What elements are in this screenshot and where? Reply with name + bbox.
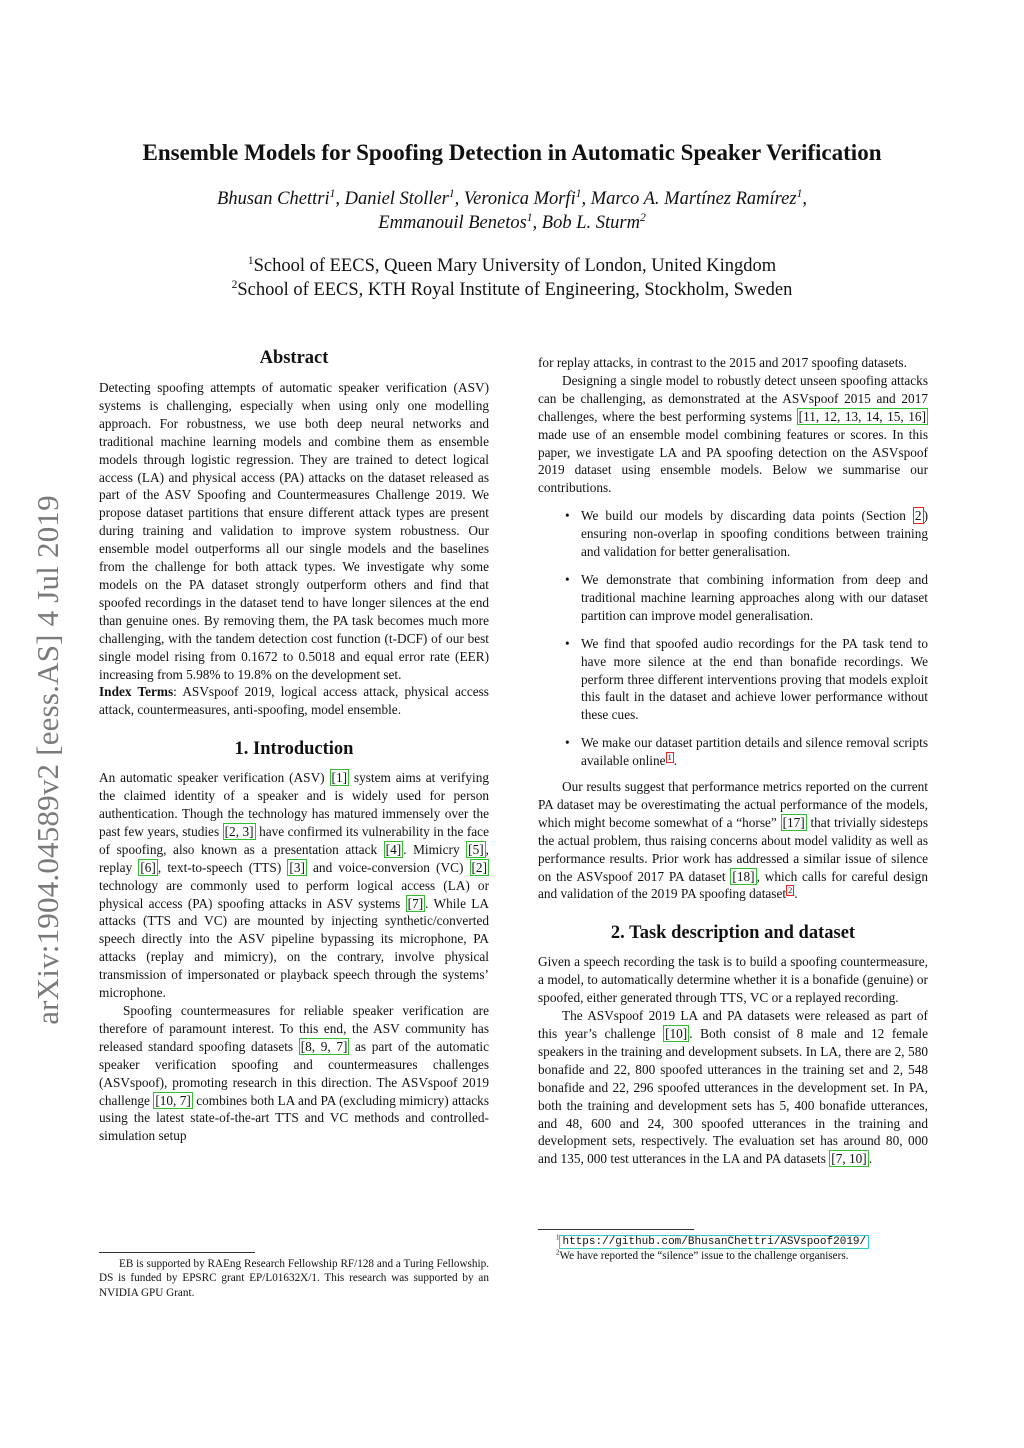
footnote-rule <box>538 1229 694 1230</box>
citation-link[interactable]: [7] <box>407 895 424 911</box>
footnote-1: $^1$ https://github.com/BhusanChettri/ASVspoof2019/ <box>538 1234 928 1249</box>
right-column <box>538 354 928 1168</box>
contribution-list <box>538 507 928 770</box>
section-link[interactable]: 2 <box>914 508 922 524</box>
footnote-link[interactable]: 2 <box>788 886 793 896</box>
github-link[interactable]: https://github.com/BhusanChettri/ASVspoof2019/ <box>559 1235 869 1249</box>
section-2-heading: 2. Task description and dataset <box>610 923 856 944</box>
task-paragraph: Given a speech recording the task is to build a spoofing countermeasure, a model, to automatically determine whether it is a bonafide (genuine) or spoofed, either generated through TTS, VC or a replayed recording. <box>538 954 928 1006</box>
citation-link[interactable]: [2] <box>471 859 488 875</box>
affiliation: $^2$School of EECS, KTH Royal Institute of Engineering, Stockholm, Sweden <box>231 278 793 300</box>
contribution-item: • We build our models by discarding data points (Section 2 ) ensuring non-overlap in spoofing conditions between training and validation for better generalisation. <box>538 507 928 561</box>
intro-paragraph-2: Spoofing countermeasures for reliable speaker verification are therefore of paramount interest. To this end, the ASV community has released standard spoofing datasets [8, 9, 7] as part of the automatic speaker verification spoofing and countermeasures challenges (ASVspoof), promoting research in this direction. The ASVspoof 2019 challenge [10, 7] combines both LA and PA (excluding mimicry) attacks using the latest state-of-the-art TTS and VC methods and controlled-simulation setup <box>99 1003 490 1144</box>
author: Veronica Morfi <box>463 189 576 209</box>
index-terms <box>99 683 489 719</box>
author-list: Bhusan Chettri$^1$, Daniel Stoller$^1$, Veronica Morfi$^1$, Marco A. Martínez Ramírez$^1$, Emmanouil Benetos$^1$, Bob L. Sturm$^2$ <box>217 187 807 233</box>
citation-link[interactable]: [5] <box>468 841 484 857</box>
abstract-heading: Abstract <box>259 348 329 368</box>
intro-paragraph-1: An automatic speaker verification (ASV) [1] system aims at verifying the claimed identity of a speaker and is widely used for person authentication. Though the technology has matured immensely over the past few years, studies [2, 3] have confirmed its vulnerability in the face of spoofing, also known as a presentation attack [4] . Mimicry [5] , replay [6] , text-to-speech (TTS) [3] and voice-conversion (VC) [2] technology are commonly used to perform logical access (LA) or physical access (PA) spoofing attacks in ASV systems [7] . While LA attacks (TTS and VC) are mounted by injecting synthetic/converted speech directly into the ASV pipeline bypassing its microphone, PA attacks (replay and mimicry), on the contrary, involve physical transmission of impersonated or playback speech through the systems’ microphone. <box>99 770 490 1001</box>
citation-link[interactable]: [6] <box>140 859 156 875</box>
footnote-2: $^2$We have reported the “silence” issue to the challenge organisers. <box>556 1249 849 1263</box>
citation-link[interactable]: [17] <box>782 814 805 830</box>
left-column <box>99 346 489 1145</box>
citation-link[interactable]: [18] <box>732 868 755 884</box>
citation-link[interactable]: [8, 9, 7] <box>300 1038 348 1054</box>
author: Emmanouil Benetos <box>378 213 527 233</box>
footnote-rule <box>99 1252 255 1253</box>
author: Marco A. Martínez Ramírez <box>590 189 797 209</box>
contribution-item: • We make our dataset partition details and silence removal scripts available online $^1$ . <box>538 734 928 770</box>
abstract-text: Detecting spoofing attempts of automatic speaker verification (ASV) systems is challenging, especially when using only one modelling approach. For robustness, we use both deep neural networks and traditional machine learning models and combine them as ensemble models through logistic regression. They are trained to detect logical access (LA) and physical access (PA) attacks on the dataset released as part of the ASV Spoofing and Countermeasures Challenge 2019. We propose dataset partitions that ensure different attack types are present during training and validation to improve system robustness. Our ensemble model outperforms all our single models and the baselines from the challenge for both attack types. We investigate why some models on the PA dataset strongly outperform others and find that spoofed recordings in the dataset tend to have longer silences at the end than genuine ones. By removing them, the PA task becomes much more challenging, with the tandem detection cost function (t-DCF) of our best single model rising from 0.1672 to 0.5018 and equal error rate (EER) increasing from 5.98% to 19.8% on the development set. <box>99 380 489 682</box>
citation-link[interactable]: [10, 7] <box>155 1092 191 1108</box>
citation-link[interactable]: [11, 12, 13, 14, 15, 16] <box>798 408 926 424</box>
contribution-item: • We find that spoofed audio recordings for the PA task tend to have more silence at the end than bonafide recordings. We perform three different interventions proving that models exploit this fault in the dataset and achieve lower performance without these cues. <box>538 635 928 725</box>
author-affiliation-mark: 1 <box>575 187 582 200</box>
results-paragraph: Our results suggest that performance metrics reported on the current PA dataset may be overestimating the actual performance of the models, which might become somewhat of a “horse” [17] that trivially sidesteps the actual problem, thus raising concerns about model validity as well as performance results. Prior work has addressed a similar issue of silence on the ASVspoof 2017 PA dataset [18] , which calls for careful design and validation of the 2019 PA spoofing dataset $^2$ . <box>538 779 928 902</box>
funding-footnote: EB is supported by RAEng Research Fellowship RF/128 and a Turing Fellowship. DS is funded by EPSRC grant EP/L01632X/1. This research was supported by an NVIDIA GPU Grant. <box>99 1258 489 1299</box>
intro-continuation: for replay attacks, in contrast to the 2015 and 2017 spoofing datasets. <box>538 355 907 370</box>
contribution-item: • We demonstrate that combining information from deep and traditional machine learning approaches along with our dataset partition can improve model generalisation. <box>538 571 928 625</box>
author-affiliation-mark: 1 <box>448 187 455 200</box>
author-affiliation-mark: 1 <box>796 187 803 200</box>
author: Bhusan Chettri <box>217 189 330 209</box>
author: Daniel Stoller <box>344 189 449 209</box>
dataset-paragraph: The ASVspoof 2019 LA and PA datasets were released as part of this year’s challenge [10] . Both consist of 8 male and 12 female speakers in the training and development subsets. In LA, there are 2, 580 bonafide and 22, 800 spoofed utterances in the training set and 2, 548 bonafide and 22, 296 spoofed utterances in the development set. In PA, both the training and development sets has 5, 400 bonafide utterances, and 48, 600 and 24, 300 spoofed utterances in the training and development sets, respectively. The evaluation set has around 80, 000 and 135, 000 test utterances in the LA and PA datasets [7, 10] . <box>538 1008 928 1167</box>
index-terms-text: : ASVspoof 2019, logical access attack, physical access attack, countermeasures, anti-spoofing, model ensemble. <box>99 684 489 718</box>
affiliation-list <box>110 254 914 302</box>
index-terms-label: Index Terms <box>99 684 174 700</box>
affiliation: $^1$School of EECS, Queen Mary University of London, United Kingdom <box>247 254 777 276</box>
design-paragraph: Designing a single model to robustly detect unseen spoofing attacks can be challenging, as demonstrated at the ASVspoof 2015 and 2017 challenges, where the best performing systems [11, 12, 13, 14, 15, 16] made use of an ensemble model combining features or scores. In this paper, we investigate LA and PA spoofing detection on the ASVspoof 2019 dataset using ensemble models. Below we summarise our contributions. <box>538 372 928 496</box>
citation-link[interactable]: [10] <box>665 1026 688 1041</box>
citation-link[interactable]: [4] <box>385 841 402 857</box>
author: Bob L. Sturm <box>541 213 640 233</box>
author-affiliation-mark: 1 <box>526 211 533 224</box>
arxiv-identifier: arXiv:1904.04589v2 [eess.AS] 4 Jul 2019 <box>30 495 65 1025</box>
paper-title: Ensemble Models for Spoofing Detection in Automatic Speaker Verification <box>142 140 882 165</box>
author-affiliation-mark: 2 <box>639 211 646 224</box>
author-affiliation-mark: 1 <box>329 187 336 200</box>
intro-heading: 1. Introduction <box>234 739 354 760</box>
citation-link[interactable]: [2, 3] <box>224 823 254 839</box>
citation-link[interactable]: [1] <box>331 770 348 786</box>
citation-link[interactable]: [3] <box>289 859 305 875</box>
footnote-left <box>99 1252 489 1300</box>
footnote-link[interactable]: 1 <box>667 753 672 763</box>
citation-link[interactable]: [7, 10] <box>831 1151 867 1167</box>
footnote-right <box>538 1229 928 1264</box>
